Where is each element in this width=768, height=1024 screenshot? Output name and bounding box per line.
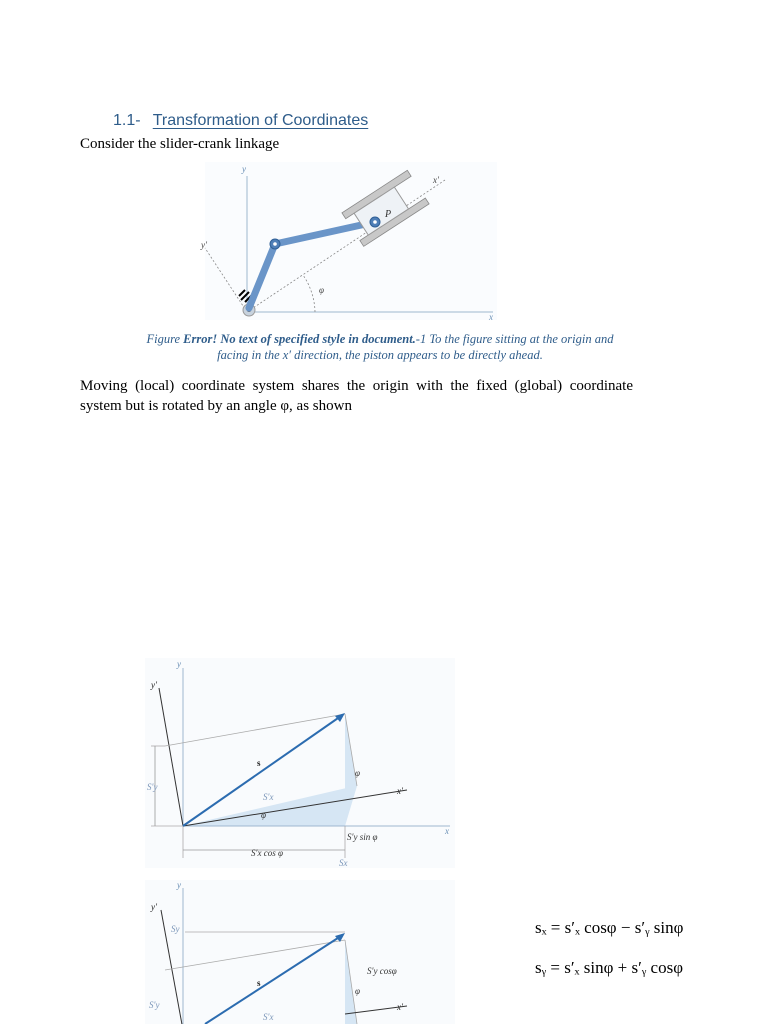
- section-number: 1.1-: [113, 112, 141, 129]
- fig2-y-label: y: [177, 659, 181, 669]
- fig1-xprime-label: x′: [433, 175, 439, 185]
- fig2-sxprime-label: S′x: [263, 792, 274, 802]
- fig3-y-label: y: [177, 880, 181, 890]
- fig2-xprime-label: x′: [397, 786, 403, 796]
- fig2-phi-label: φ: [261, 810, 266, 820]
- equation-sy: sᵧ = s′ₓ sinφ + s′ᵧ cosφ: [535, 958, 684, 977]
- caption-line2: facing in the x′ direction, the piston appears to be directly ahead.: [217, 348, 543, 362]
- fig2-phi2-label: φ: [355, 768, 360, 778]
- fig2-sysin-label: S′y sin φ: [347, 832, 378, 842]
- rotation-figure-2: [145, 880, 455, 1024]
- fig1-x-label: x: [489, 312, 493, 322]
- fig1-yprime-label: y′: [201, 240, 207, 250]
- fig3-yprime-label: y′: [151, 902, 157, 912]
- fig3-s-label: s: [257, 978, 261, 988]
- caption-line1: -1 To the figure sitting at the origin and: [415, 332, 614, 346]
- fig1-phi-label: φ: [319, 285, 324, 295]
- fig3-sxprime-label: S′x: [263, 1012, 274, 1022]
- fig2-syprime-label: S′y: [147, 782, 158, 792]
- fig2-sxcos-label: S′x cos φ: [251, 848, 283, 858]
- figure-caption: [80, 331, 680, 363]
- fig1-y-label: y: [242, 164, 246, 174]
- section-title: Transformation of Coordinates: [152, 112, 369, 129]
- fig3-phi-label: φ: [355, 986, 360, 996]
- fig2-s-label: s: [257, 758, 261, 768]
- fig3-sy-label: Sy: [171, 924, 180, 934]
- fig3-xprime-label: x′: [397, 1002, 403, 1012]
- fig3-syprime-label: S′y: [149, 1000, 160, 1010]
- equation-sx: sₓ = s′ₓ cosφ − s′ᵧ sinφ: [535, 918, 684, 937]
- slider-crank-figure: [201, 162, 497, 322]
- fig1-point-label: P: [385, 209, 392, 220]
- fig2-sx-label: Sx: [339, 858, 348, 868]
- caption-prefix: Figure: [146, 332, 184, 346]
- section-heading: [113, 112, 368, 130]
- rotation-figure: [145, 658, 455, 868]
- fig2-x-label: x: [445, 826, 449, 836]
- fig3-sycos-label: S′y cosφ: [367, 966, 397, 976]
- fig2-yprime-label: y′: [151, 680, 157, 690]
- body-paragraph: Moving (local) coordinate system shares the origin with the fixed (global) coordinate system but is rotated by an angle φ, as shown: [80, 378, 633, 414]
- intro-text: Consider the slider-crank linkage: [80, 136, 280, 152]
- caption-error: Error! No text of specified style in document.: [183, 332, 416, 346]
